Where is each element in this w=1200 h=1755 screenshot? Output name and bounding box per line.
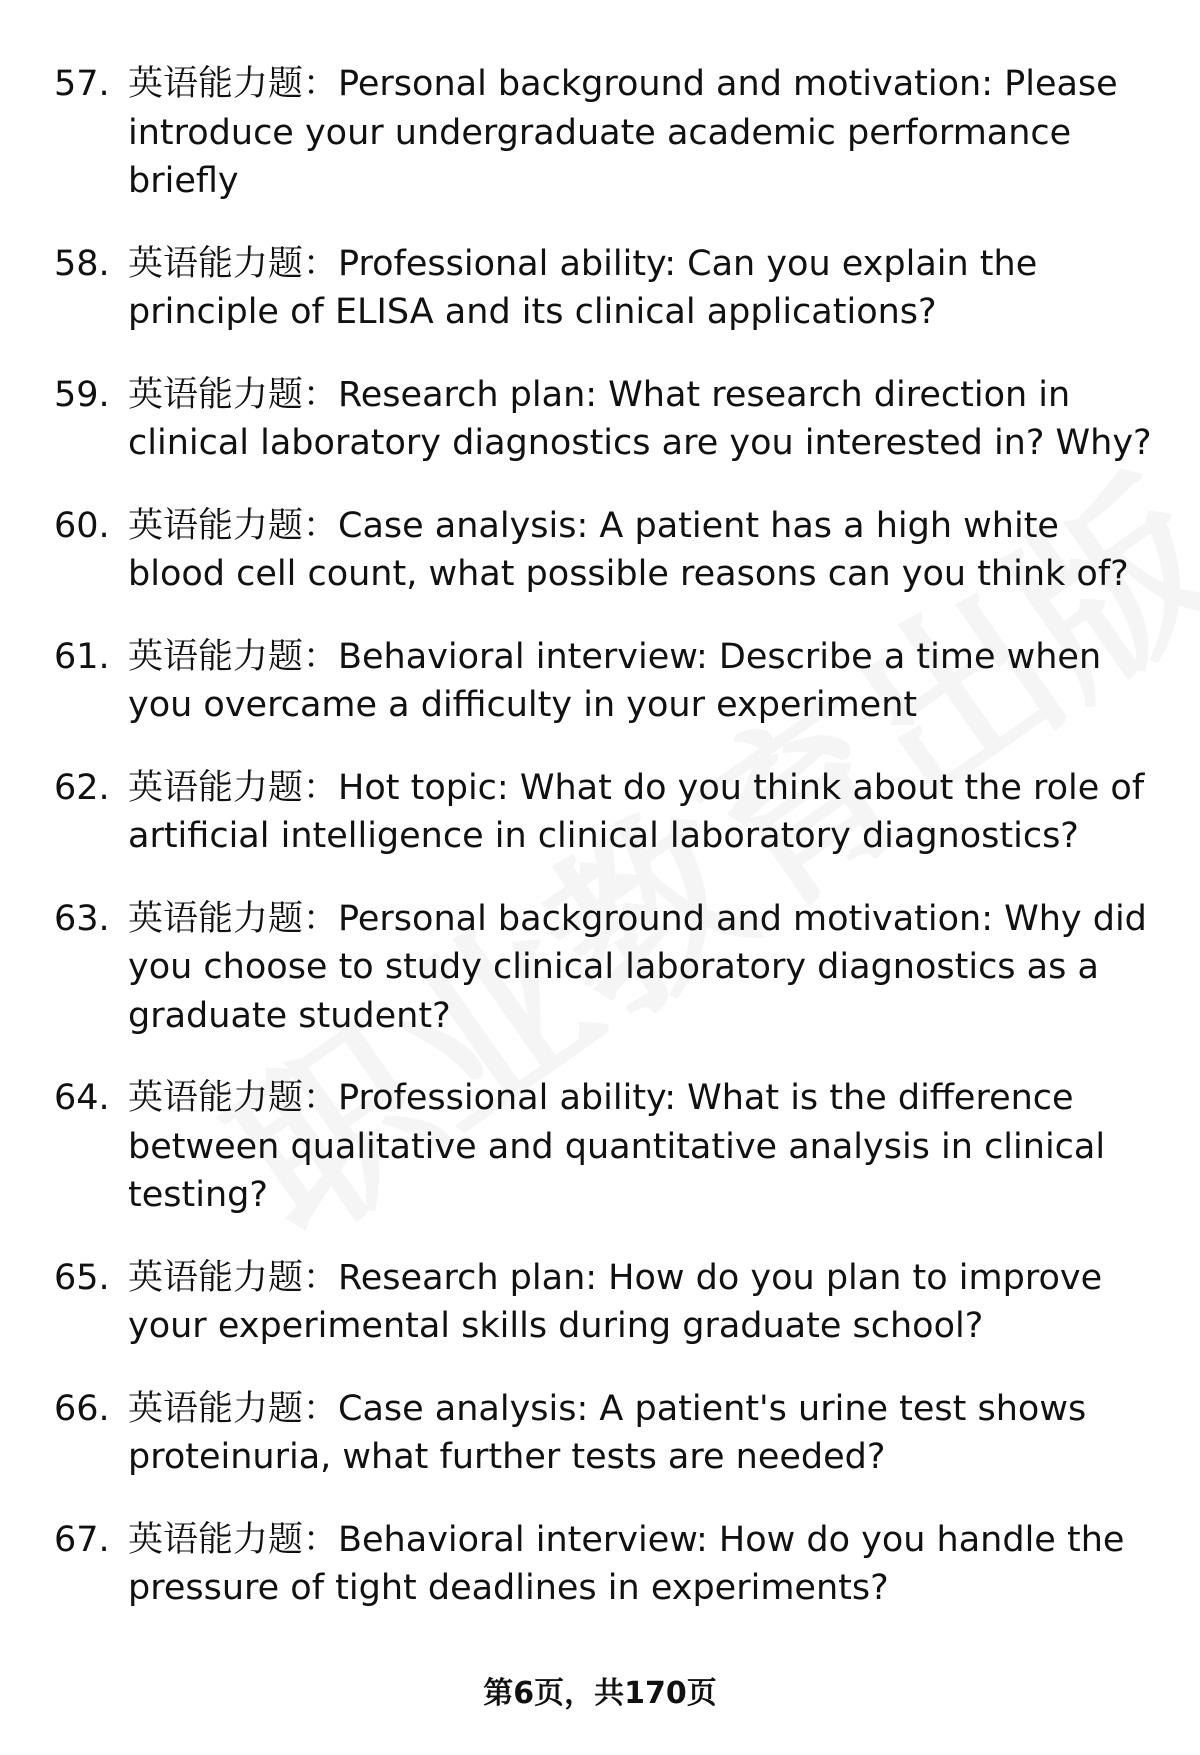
question-item [54,502,1164,599]
question-number: 63. [54,898,110,939]
question-text: Personal background and motivation: Why did you choose to study clinical laboratory diagnostics as a graduate student? [128,898,1147,1036]
question-prefix: 英语能力题： [128,898,339,939]
question-body [128,240,1164,337]
question-list [54,60,1164,1647]
question-body [128,895,1164,1041]
question-body [128,371,1164,468]
question-text: Behavioral interview: Describe a time when you overcame a difficulty in your experiment [128,636,1102,725]
question-prefix: 英语能力题： [128,374,339,415]
question-item [54,633,1164,730]
question-number: 65. [54,1257,110,1298]
question-item [54,371,1164,468]
question-body [128,764,1164,861]
question-text: Personal background and motivation: Please introduce your undergraduate academic performance briefly [128,64,1118,201]
question-number: 59. [54,374,110,415]
question-text: Hot topic: What do you think about the role of artificial intelligence in clinical laboratory diagnostics? [128,767,1145,856]
question-number: 60. [54,505,110,546]
question-body [128,60,1164,206]
question-number: 61. [54,636,110,677]
question-number: 66. [54,1388,110,1429]
question-text: Case analysis: A patient has a high white blood cell count, what possible reasons can you think of? [128,505,1129,594]
question-prefix: 英语能力题： [128,243,339,284]
question-text: Professional ability: Can you explain the principle of ELISA and its clinical applications? [128,243,1038,332]
question-body [128,1385,1164,1482]
question-text: Behavioral interview: How do you handle the pressure of tight deadlines in experiments? [128,1519,1125,1608]
question-text: Research plan: What research direction in clinical laboratory diagnostics are you interested in? Why? [128,374,1152,463]
question-item [54,60,1164,206]
question-prefix: 英语能力题： [128,64,339,104]
question-item [54,764,1164,861]
question-item [54,895,1164,1041]
question-text: Professional ability: What is the difference between qualitative and quantitative analysis in clinical testing? [128,1078,1106,1215]
question-text: Case analysis: A patient's urine test shows proteinuria, what further tests are needed? [128,1388,1087,1477]
question-item [54,1074,1164,1220]
question-text: Research plan: How do you plan to improve your experimental skills during graduate school? [128,1257,1103,1346]
question-prefix: 英语能力题： [128,1078,339,1118]
question-item [54,240,1164,337]
question-item [54,1516,1164,1613]
question-number: 64. [54,1078,110,1118]
question-item [54,1385,1164,1482]
question-body [128,633,1164,730]
question-number: 67. [54,1519,110,1560]
question-prefix: 英语能力题： [128,767,339,808]
question-number: 58. [54,243,110,284]
question-item [54,1254,1164,1351]
question-prefix: 英语能力题： [128,505,339,546]
question-body [128,502,1164,599]
question-prefix: 英语能力题： [128,1519,339,1560]
question-body [128,1516,1164,1613]
question-number: 62. [54,767,110,808]
page-footer: 第6页，共170页 [483,1676,717,1711]
question-prefix: 英语能力题： [128,1257,339,1298]
question-body [128,1254,1164,1351]
question-prefix: 英语能力题： [128,1388,339,1429]
question-prefix: 英语能力题： [128,636,339,677]
question-body [128,1074,1164,1220]
question-number: 57. [54,64,110,104]
